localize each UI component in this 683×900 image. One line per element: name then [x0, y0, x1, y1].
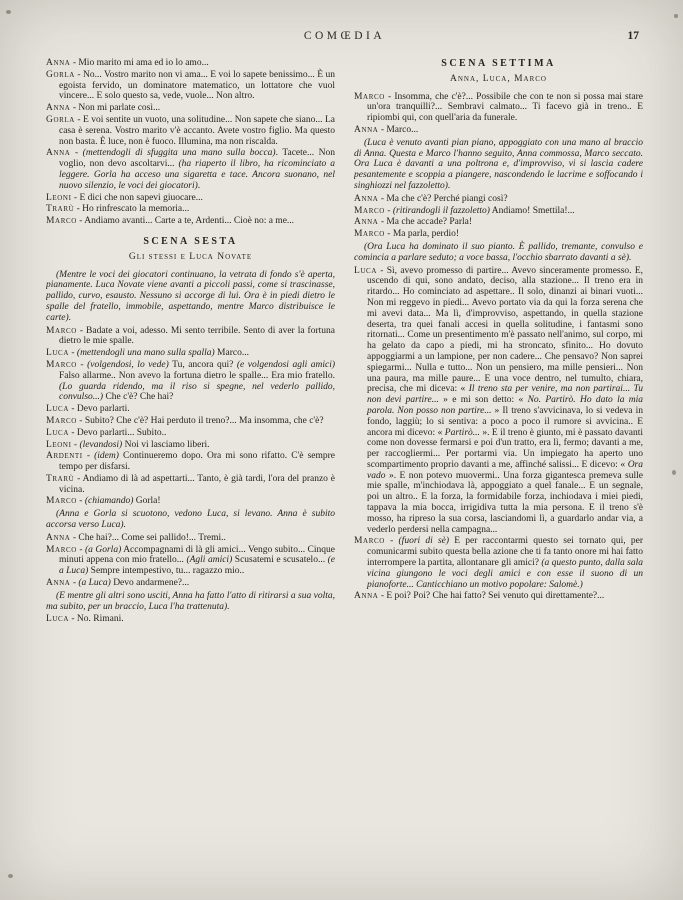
speaker-name: Marco — [354, 536, 385, 547]
stage-direction: (Mentre le voci dei giocatori continuano, la vetrata di fondo s'è aperta, pianamente. Luca Novate viene avanti a piccoli passi, come si trascinasse, pallido, curvo, esausto. Nessuno si accorge di lui. Ora è in piedi dietro le spalle del fratello, immobile, aspettando, mentre Marco distribuisce le carte). — [46, 269, 335, 323]
speaker-name: Marco — [46, 544, 77, 555]
dialogue-line: Anna - Non mi parlate così... — [46, 103, 161, 114]
page-header — [46, 30, 643, 46]
dialogue-line: Luca - Sì, avevo promesso di partire... Avevo sinceramente promesso. E, uscendo di qui, sono andato, deciso, alla stazione... Il treno era in ritardo... Ho cominciato ad aspettare.. Il solo, dinanzi ai binari vuoti... Non mi reggevo in piedi... Avevo portato via da qui la forza serena che mi avevi data... Ma lì, d'improvviso, aspettando, in quella stazione deserta, tra quei fanali accesi in quella solitudine, i fantasmi sono ritornati... Come un presentimento m'è passato nell'animo, sul corpo, mi ha gelato da capo a piedi, mi ha stroncato, sfinito... Ho dovuto appoggiarmi a un lampione, per non cadere... Che pensavo? Non saprei spiegarmi... Nulla e tutto... Non un pensiero, ma mille pensieri... Non una paura, ma mille paure... E una voce dentro, nel tumulto, chiara, precisa, che mi diceva: « Il treno sta per venire, ma non partirai... Tu non devi partire... » e mi son detto: « No. Partirò. Ho dato la mia parola. Non posso non partire... » Il treno s'avvicinava, lo si vedeva in fondo, laggiù; lo si sentiva: a poco a poco il rumore si avvicina.. E ancora mi dicevo: « Partirò... ». E il treno è giunto, mi è passato davanti come non dovesse fermarsi e poi d'un tratto, era lì, fermo; davanti a me, per raccogliermi... Per portarmi via. Un impiegato ha aperto uno scompartimento proprio davanti a me, affinché salissi... E dicevo: « Ora vado ». E non potevo muovermi.. Una forza gigantesca premeva sulle mie spalle, m'inchiodava là, appoggiato a quel fanale... E un segnale, poi un altro.. E la forza, la formidabile forza, inchiodava i miei piedi, tappava la mia bocca, irrigidiva tutta la mia persona. E il treno s'è mosso, ha ripreso la sua corsa, lasciandomi lì, a guardarlo andar via, a vederlo perdersi nella campagna... — [354, 265, 643, 535]
dialogue-line: Gorla - No... Vostro marito non vi ama... E voi lo sapete benissimo... È un egoista fervido, un dominatore matematico, un lottatore che vuol vincere... E solo questo sa, vede, vuole... Non altro. — [46, 69, 335, 102]
page-number: 17 — [627, 30, 639, 42]
dialogue-line: Marco - (ritirandogli il fazzoletto) Andiamo! Smettila!... — [354, 205, 575, 216]
speaker-name: Anna — [46, 58, 71, 68]
speaker-name: Anna — [46, 532, 71, 543]
speaker-name: Marco — [354, 229, 385, 240]
speaker-name: Luca — [46, 348, 69, 359]
dialogue-line: Anna - (mettendogli di sfuggita una mano sulla bocca). Tacete... Non voglio, non devo ascoltarvi... (ha riaperto il libro, ha ricominciato a leggere. Gorla ha acceso una sigaretta e tace. Ancora suonano, nel nuovo silenzio, le voci dei giocatori). — [46, 148, 335, 191]
dialogue-line: Ardenti - (idem) Continueremo dopo. Ora mi sono rifatto. C'è sempre tempo per disfarsi. — [46, 451, 335, 473]
dialogue-line: Leoni - (levandosi) Noi vi lasciamo liberi. — [46, 439, 210, 450]
scan-artifact — [674, 14, 678, 18]
speaker-name: Luca — [46, 614, 69, 625]
dialogue-line: Trarù - Ho rinfrescato la memoria... — [46, 204, 190, 215]
speaker-name: Marco — [46, 496, 77, 507]
dialogue-line: Marco - (fuori di sè) E per raccontarmi questo sei tornato qui, per comunicarmi subito questa bella azione che ti fa tanto onore mi hai fatto interrompere la partita, allontanare gli amici? (a questo punto, dalla sala vicina giungono le voci degli amici e con esse il suono di un pianoforte... Canticchiano un motivo popolare: Salomè.) — [354, 536, 643, 590]
stage-direction: (Ora Luca ha dominato il suo pianto. È pallido, tremante, convulso e comincia a parlare seduto; a voce bassa, l'occhio sbarrato davanti a sè). — [354, 241, 643, 263]
speaker-name: Anna — [354, 193, 379, 204]
dialogue-line: Marco - (chiamando) Gorla! — [46, 496, 161, 507]
dialogue-line: Marco - Andiamo avanti... Carte a te, Ardenti... Cioè no: a me... — [46, 216, 295, 227]
dialogue-line: Marco - Badate a voi, adesso. Mi sento terribile. Sento di aver la fortuna dietro le mie spalle. — [46, 325, 335, 347]
speaker-name: Trarù — [46, 473, 75, 484]
scene-heading: SCENA SETTIMA — [441, 58, 556, 69]
dialogue-line: Marco - Insomma, che c'è?... Possibile che con te non si possa mai stare un'ora tranquilli?... Sembravi calmato... Ti facevo già in treno.. E ripiombi qui, con quell'aria da funerale. — [354, 91, 643, 124]
speaker-name: Luca — [354, 265, 377, 276]
speaker-name: Marco — [46, 216, 77, 227]
speaker-name: Marco — [46, 325, 77, 336]
dialogue-line: Anna - Marco... — [354, 124, 419, 135]
speaker-name: Leoni — [46, 439, 72, 450]
speaker-name: Marco — [354, 205, 385, 216]
speaker-name: Anna — [354, 217, 379, 228]
dialogue-line: Anna - Ma che c'è? Perché piangi così? — [354, 193, 508, 204]
dialogue-line: Marco - Ma parla, perdio! — [354, 229, 460, 240]
dialogue-line: Anna - Ma che accade? Parla! — [354, 217, 473, 228]
dialogue-line: Gorla - E voi sentite un vuoto, una solitudine... Non sapete che siano... La casa è serena. Vostro marito v'è accanto. Avete vostro figlio. Ma questo non basta. È luce, non è fuoco. Illumina, ma non riscalda. — [46, 114, 335, 147]
stage-direction: (Luca è venuto avanti pian piano, appoggiato con una mano al braccio di Anna. Questa e Marco l'hanno seguito, Anna commossa, Marco seccato. Ora Luca è davanti a una poltrona e, d'improvviso, vi si lascia cadere pesantemente e scoppia a piangere, nascondendo le lacrime e soffocando i singhiozzi nel fazzoletto). — [354, 137, 643, 191]
scene-cast-list: Anna, Luca, Marco — [449, 73, 547, 84]
scene-cast-list: Gli stessi e Luca Novate — [128, 251, 253, 262]
dialogue-line: Anna - (a Luca) Devo andarmene?... — [46, 578, 190, 589]
dialogue-line: Luca - Devo parlarti... Subito.. — [46, 427, 167, 438]
speaker-name: Marco — [46, 415, 77, 426]
dialogue-line: Luca - Devo parlarti. — [46, 404, 130, 415]
dialogue-line: Trarù - Andiamo di là ad aspettarti... Tanto, è già tardi, l'ora del pranzo è vicina. — [46, 473, 335, 495]
dialogue-line: Marco - (a Gorla) Accompagnami di là gli amici... Vengo subito... Cinque minuti appena con mio fratello... (Agli amici) Scusatemi e scusatelo... (e a Luca) Sempre intempestivo, tu... ragazzo mio.. — [46, 544, 335, 577]
dialogue-line: Luca - (mettendogli una mano sulla spalla) Marco... — [46, 348, 249, 359]
speaker-name: Trarù — [46, 204, 75, 215]
stage-direction: (Anna e Gorla si scuotono, vedono Luca, si levano. Anna è subito accorsa verso Luca). — [46, 509, 335, 531]
speaker-name: Gorla — [46, 69, 75, 80]
scan-artifact — [6, 10, 11, 14]
dialogue-line: Anna - Che hai?... Come sei pallido!... Tremi.. — [46, 532, 226, 543]
scan-artifact — [8, 874, 13, 878]
right-column — [354, 58, 643, 890]
text-columns — [46, 58, 643, 890]
scene-heading: SCENA SESTA — [143, 235, 238, 247]
speaker-name: Luca — [46, 404, 69, 415]
left-column — [46, 58, 335, 890]
stage-direction: (E mentre gli altri sono usciti, Anna ha fatto l'atto di ritirarsi a sua volta, ma subito, per un braccio, Luca l'ha trattenuta). — [46, 590, 335, 612]
speaker-name: Leoni — [46, 192, 72, 203]
speaker-name: Gorla — [46, 114, 75, 125]
speaker-name: Luca — [46, 427, 69, 438]
speaker-name: Anna — [46, 103, 71, 114]
speaker-name: Marco — [354, 91, 385, 102]
speaker-name: Ardenti — [46, 451, 83, 462]
dialogue-line: Anna - Mio marito mi ama ed io lo amo... — [46, 58, 209, 68]
dialogue-line: Leoni - E dici che non sapevi giuocare... — [46, 192, 203, 203]
dialogue-line: Anna - E poi? Poi? Che hai fatto? Sei venuto qui direttamente?... — [354, 591, 605, 602]
speaker-name: Anna — [46, 578, 71, 589]
dialogue-line: Luca - No. Rimani. — [46, 614, 124, 625]
speaker-name: Anna — [354, 591, 379, 602]
speaker-name: Marco — [46, 359, 77, 370]
dialogue-line: Marco - (volgendosi, lo vede) Tu, ancora qui? (e volgendosi agli amici) Falso allarme.. Non avevo la fortuna dietro le spalle... Era mio fratello. (Lo guarda ridendo, ma il riso si spegne, nel vederlo pallido, convulso...) Che c'è? Che hai? — [46, 359, 335, 403]
journal-title: COMŒDIA — [303, 30, 386, 42]
speaker-name: Anna — [354, 124, 379, 135]
scan-artifact — [672, 470, 676, 475]
speaker-name: Anna — [46, 148, 71, 159]
dialogue-line: Marco - Subito? Che c'è? Hai perduto il treno?... Ma insomma, che c'è? — [46, 415, 324, 426]
